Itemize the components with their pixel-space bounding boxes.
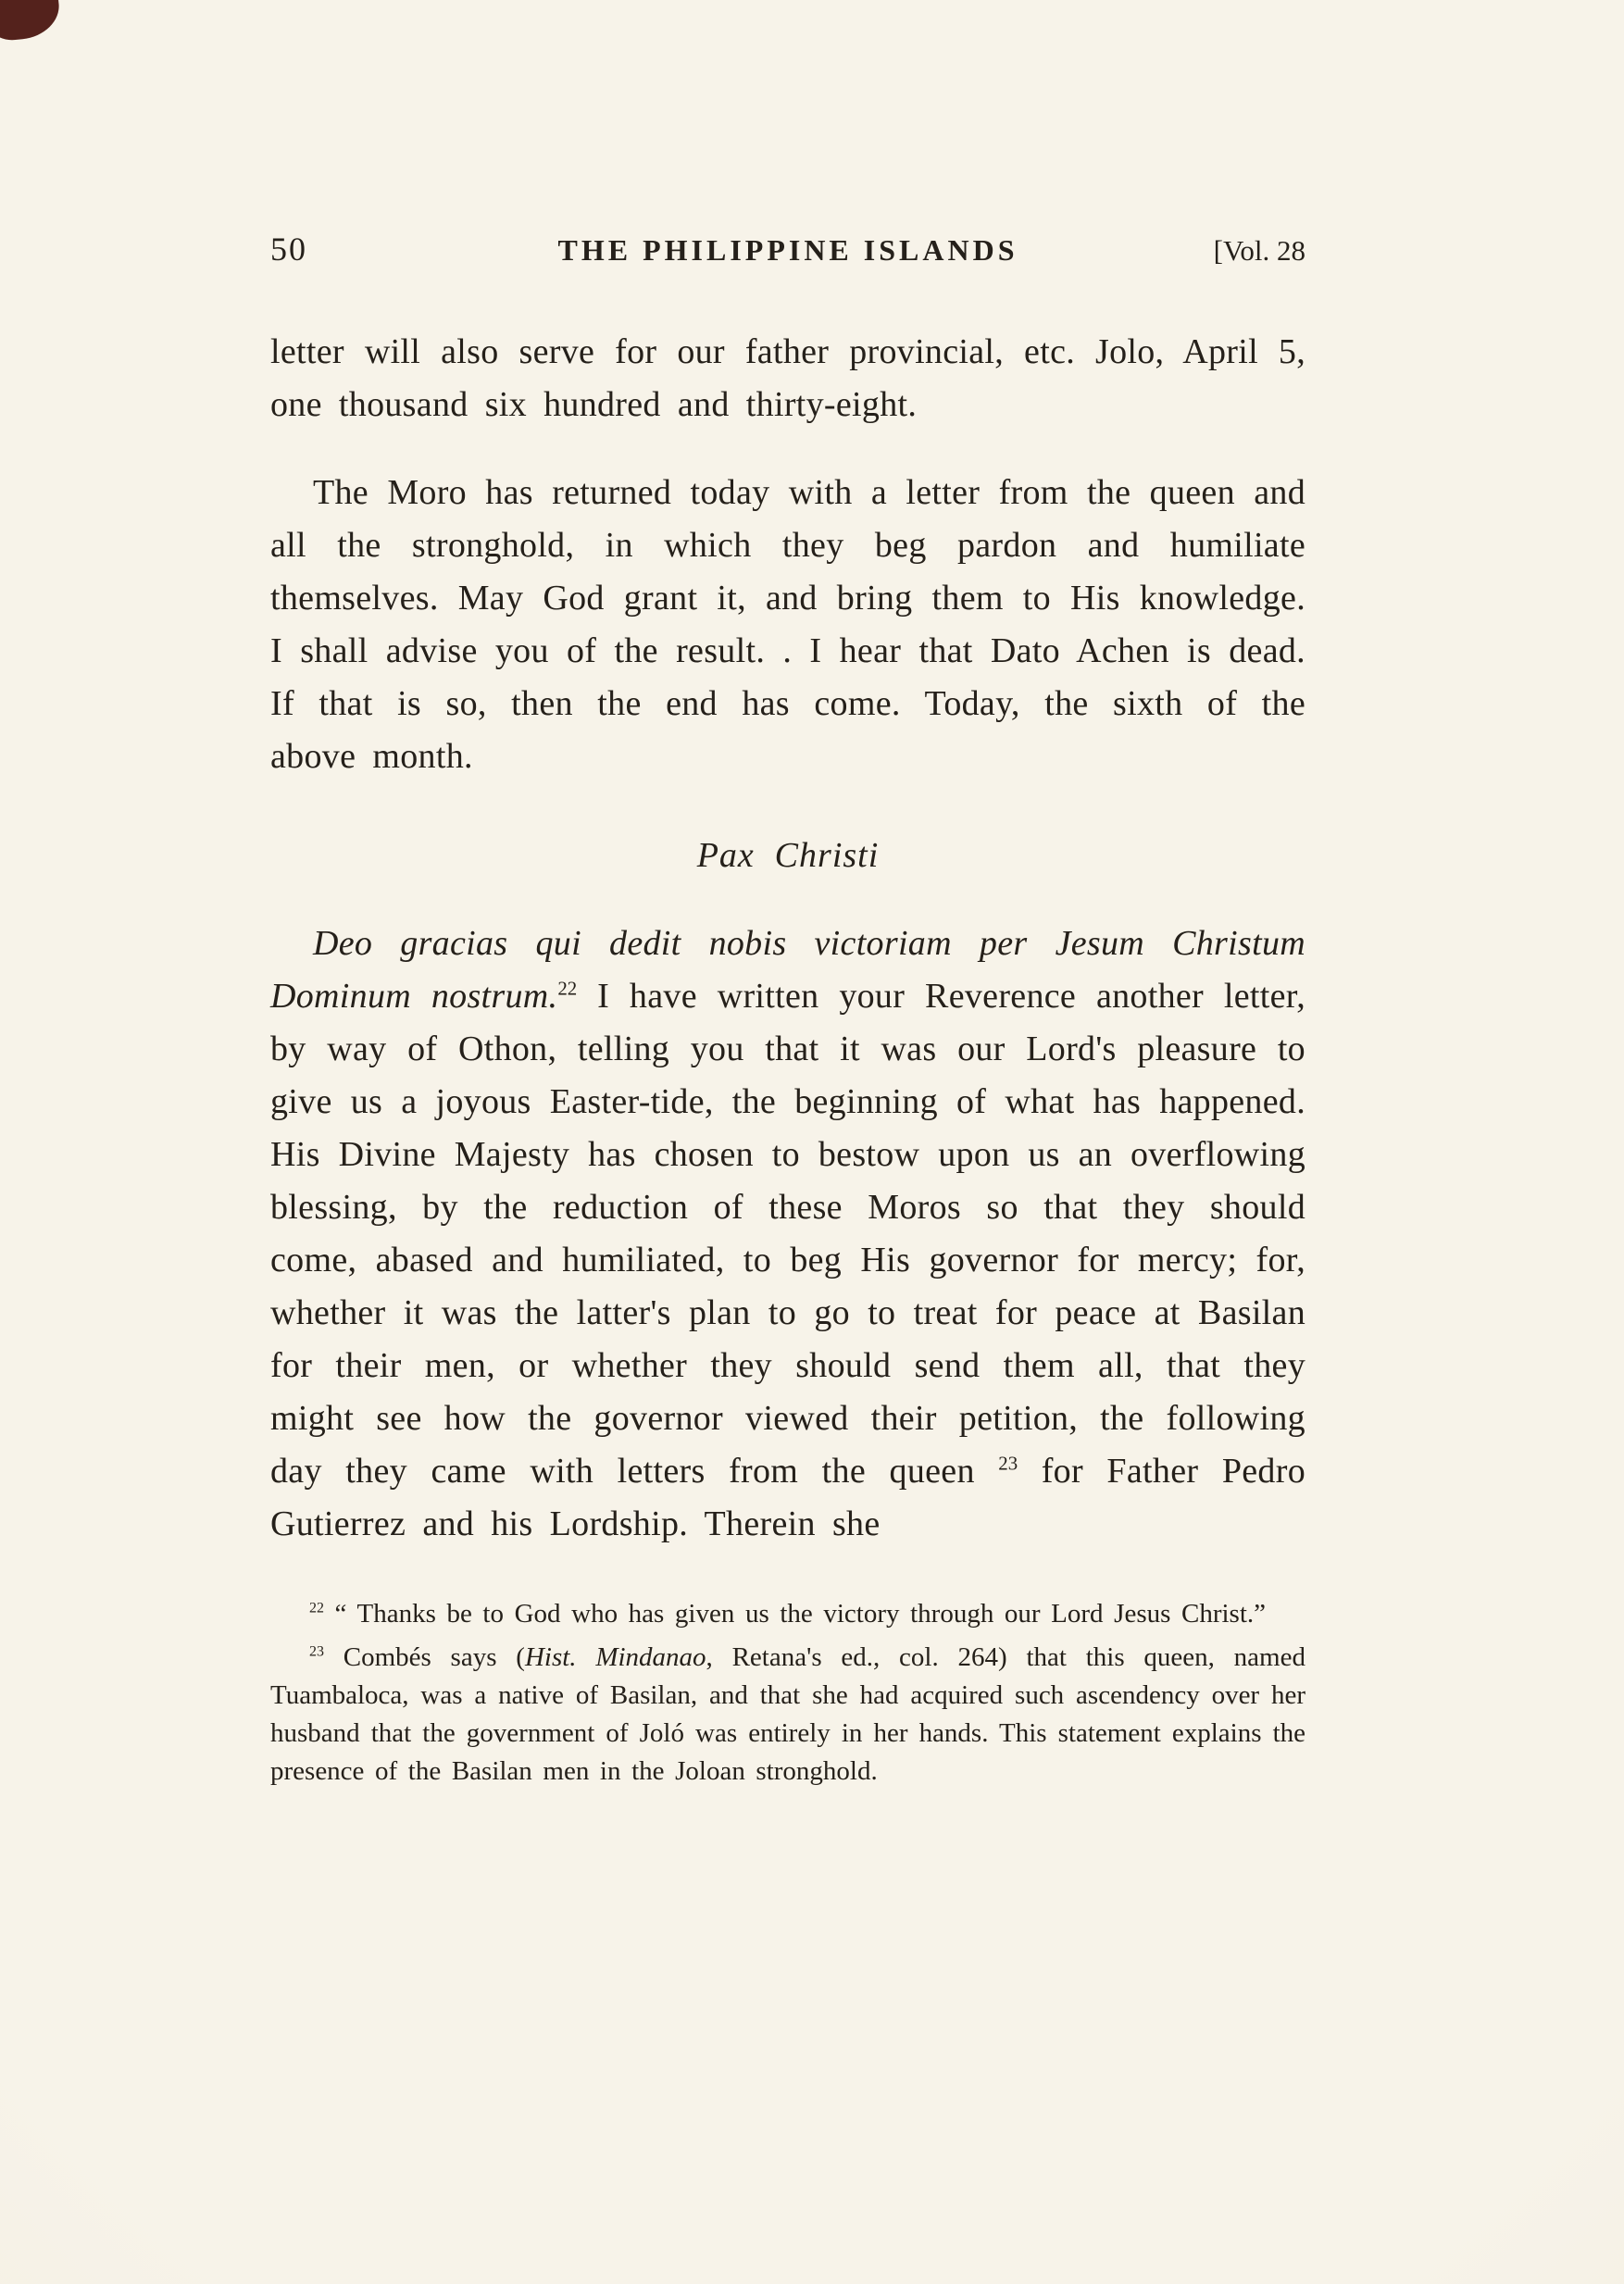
footnote-ref-22: 22 [557, 977, 578, 1000]
page-content [270, 230, 1305, 1791]
paragraph-moro-returned: The Moro has returned today with a letter from the queen and all the stronghold, in which they beg pardon and humiliate themselves. May God grant it, and bring them to His knowledge. I shall advise you of the result. . I hear that Dato Achen is dead. If that is so, then the end has come. Today, the sixth of the above month. [270, 473, 1305, 776]
page-number: 50 [270, 231, 307, 268]
section-heading-pax-christi: Pax Christi [696, 836, 880, 875]
footnote-23 [270, 1639, 1305, 1791]
body-text [270, 326, 1305, 1551]
footnote-23-book-title: Hist. Mindanao [524, 1642, 706, 1672]
footnotes-section [270, 1595, 1305, 1791]
footnote-23-text-pre: Combés says ( [323, 1642, 525, 1672]
scan-artifact-mark [0, 0, 62, 43]
footnote-23-marker: 23 [309, 1643, 324, 1660]
footnote-22-text: “ Thanks be to God who has given us the victory through our Lord Jesus Christ.” [323, 1599, 1267, 1629]
paragraph-body-text: I have written your Reverence another letter, by way of Othon, telling you that it was our Lord's pleasure to give us a joyous Easter-tide, the beginning of what has happened. His Divine Majesty has chosen to bestow upon us an overflowing blessing, by the reduction of these Moros so that they should come, abased and humiliated, to beg His governor for mercy; for, whether it was the latter's plan to go to treat for peace at Basilan for their men, or whether they should send them all, that they might see how the governor viewed their petition, the following day they came with letters from the queen [270, 977, 1306, 1491]
paragraph-deo-gracias [270, 917, 1305, 1551]
footnote-23-text-post: , Retana's ed., col. 264) that this queen, named Tuambaloca, was a native of Basilan, and that she had acquired such ascendency over her husband that the government of Joló was entirely in her hands. This statement explains the presence of the Basilan men in the Joloan stronghold. [270, 1642, 1305, 1786]
page-header [270, 230, 1305, 268]
paragraph-body-text-end: for Father Pedro Gutierrez and his Lordship. Therein she [270, 1452, 1305, 1543]
footnote-22-marker: 22 [309, 1600, 324, 1616]
paragraph-letter-continuation: letter will also serve for our father provincial, etc. Jolo, April 5, one thousand six hundred and thirty-eight. [270, 332, 1305, 424]
running-title: THE PHILIPPINE ISLANDS [557, 233, 1018, 267]
latin-phrase: Deo gracias qui dedit nobis victoriam per Jesum Christum Dominum nostrum. [270, 924, 1305, 1016]
footnote-ref-23: 23 [998, 1452, 1018, 1475]
volume-label: [Vol. 28 [1213, 234, 1305, 267]
footnote-22 [270, 1595, 1305, 1633]
